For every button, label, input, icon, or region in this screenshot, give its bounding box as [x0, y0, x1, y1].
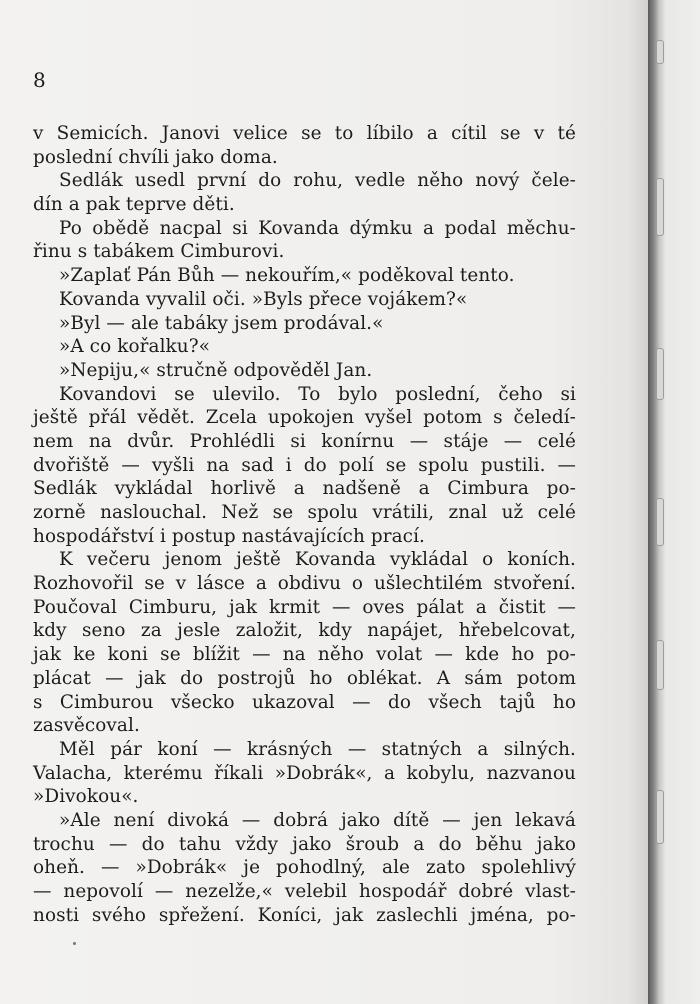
- text-line: trochu — do tahu vždy jako šroub a do běhu jako: [33, 833, 576, 855]
- print-speck: [73, 942, 76, 945]
- text-line: poslední chvíli jako doma.: [33, 146, 278, 168]
- text-line: »A co kořalku?«: [59, 336, 211, 358]
- binding-stitch: [656, 790, 664, 844]
- text-line: Poučoval Cimburu, jak krmit — oves pálat a čistit —: [33, 596, 576, 618]
- text-line: zasvěcoval.: [33, 715, 140, 737]
- text-line: řinu s tabákem Cimburovi.: [33, 241, 285, 263]
- text-line: »Nepiju,« stručně odpověděl Jan.: [59, 359, 373, 381]
- text-line: Rozhovořil se v lásce a obdivu o ušlechtilém stvoření.: [33, 573, 576, 595]
- text-line: ještě přál vědět. Zcela upokojen vyšel potom s čeledí-: [33, 407, 576, 429]
- binding-stitch: [656, 498, 664, 546]
- text-line: »Divokou«.: [33, 786, 139, 808]
- text-line: Kovanda vyvalil oči. »Byls přece vojákem?«: [59, 288, 468, 310]
- text-line: s Cimburou všecko ukazoval — do všech tajů ho: [33, 691, 576, 713]
- text-line: K večeru jenom ještě Kovanda vykládal o koních.: [59, 549, 576, 571]
- text-line: dvořiště — vyšli na sad i do polí se spolu pustili. —: [33, 454, 576, 476]
- binding-stitch: [656, 640, 664, 690]
- text-line: zorně naslouchal. Než se spolu vrátili, znal už celé: [33, 502, 576, 523]
- binding-stitch: [656, 40, 664, 64]
- text-line: Sedlák vykládal horlivě a nadšeně a Cimbura po-: [33, 478, 576, 500]
- text-line: — nepovolí — nezelže,« velebil hospodář dobré vlast-: [33, 881, 576, 902]
- binding-stitch: [656, 178, 664, 236]
- text-line: hospodářství i postup nastávajících prací.: [33, 525, 426, 547]
- text-line: nem na dvůr. Prohlédli si konírnu — stáje — celé: [33, 430, 576, 452]
- text-line: Měl pár koní — krásných — statných a silných.: [59, 738, 576, 760]
- text-line: v Semicích. Janovi velice se to líbilo a cítil se v té: [33, 123, 576, 144]
- text-line: Valacha, kterému říkali »Dobrák«, a kobylu, nazvanou: [33, 762, 576, 784]
- binding-stitch: [656, 348, 664, 400]
- text-line: »Ale není divoká — dobrá jako dítě — jen lekavá: [59, 809, 576, 831]
- body-text: [33, 122, 576, 927]
- text-line: kdy seno za jesle založit, kdy napájet, hřebelcovat,: [33, 620, 576, 642]
- page-number: 8: [33, 68, 46, 92]
- text-line: plácat — jak do postrojů ho oblékat. A sám potom: [33, 667, 576, 689]
- text-line: »Zaplať Pán Bůh — nekouřím,« poděkoval tento.: [59, 265, 515, 287]
- text-line: jak ke koni se blížit — na něho volat — kde ho po-: [33, 644, 576, 666]
- text-line: nosti svého spřežení. Koníci, jak zaslechli jména, po-: [33, 904, 576, 926]
- text-line: Kovandovi se ulevilo. To bylo poslední, čeho si: [59, 383, 576, 405]
- text-line: »Byl — ale tabáky jsem prodával.«: [59, 312, 384, 334]
- text-line: oheň. — »Dobrák« je pohodlný, ale zato spolehlivý: [33, 857, 576, 879]
- text-line: dín a pak teprve děti.: [33, 194, 235, 216]
- text-line: Sedlák usedl první do rohu, vedle něho nový čele-: [59, 170, 576, 192]
- text-line: Po obědě nacpal si Kovanda dýmku a podal měchu-: [59, 217, 576, 239]
